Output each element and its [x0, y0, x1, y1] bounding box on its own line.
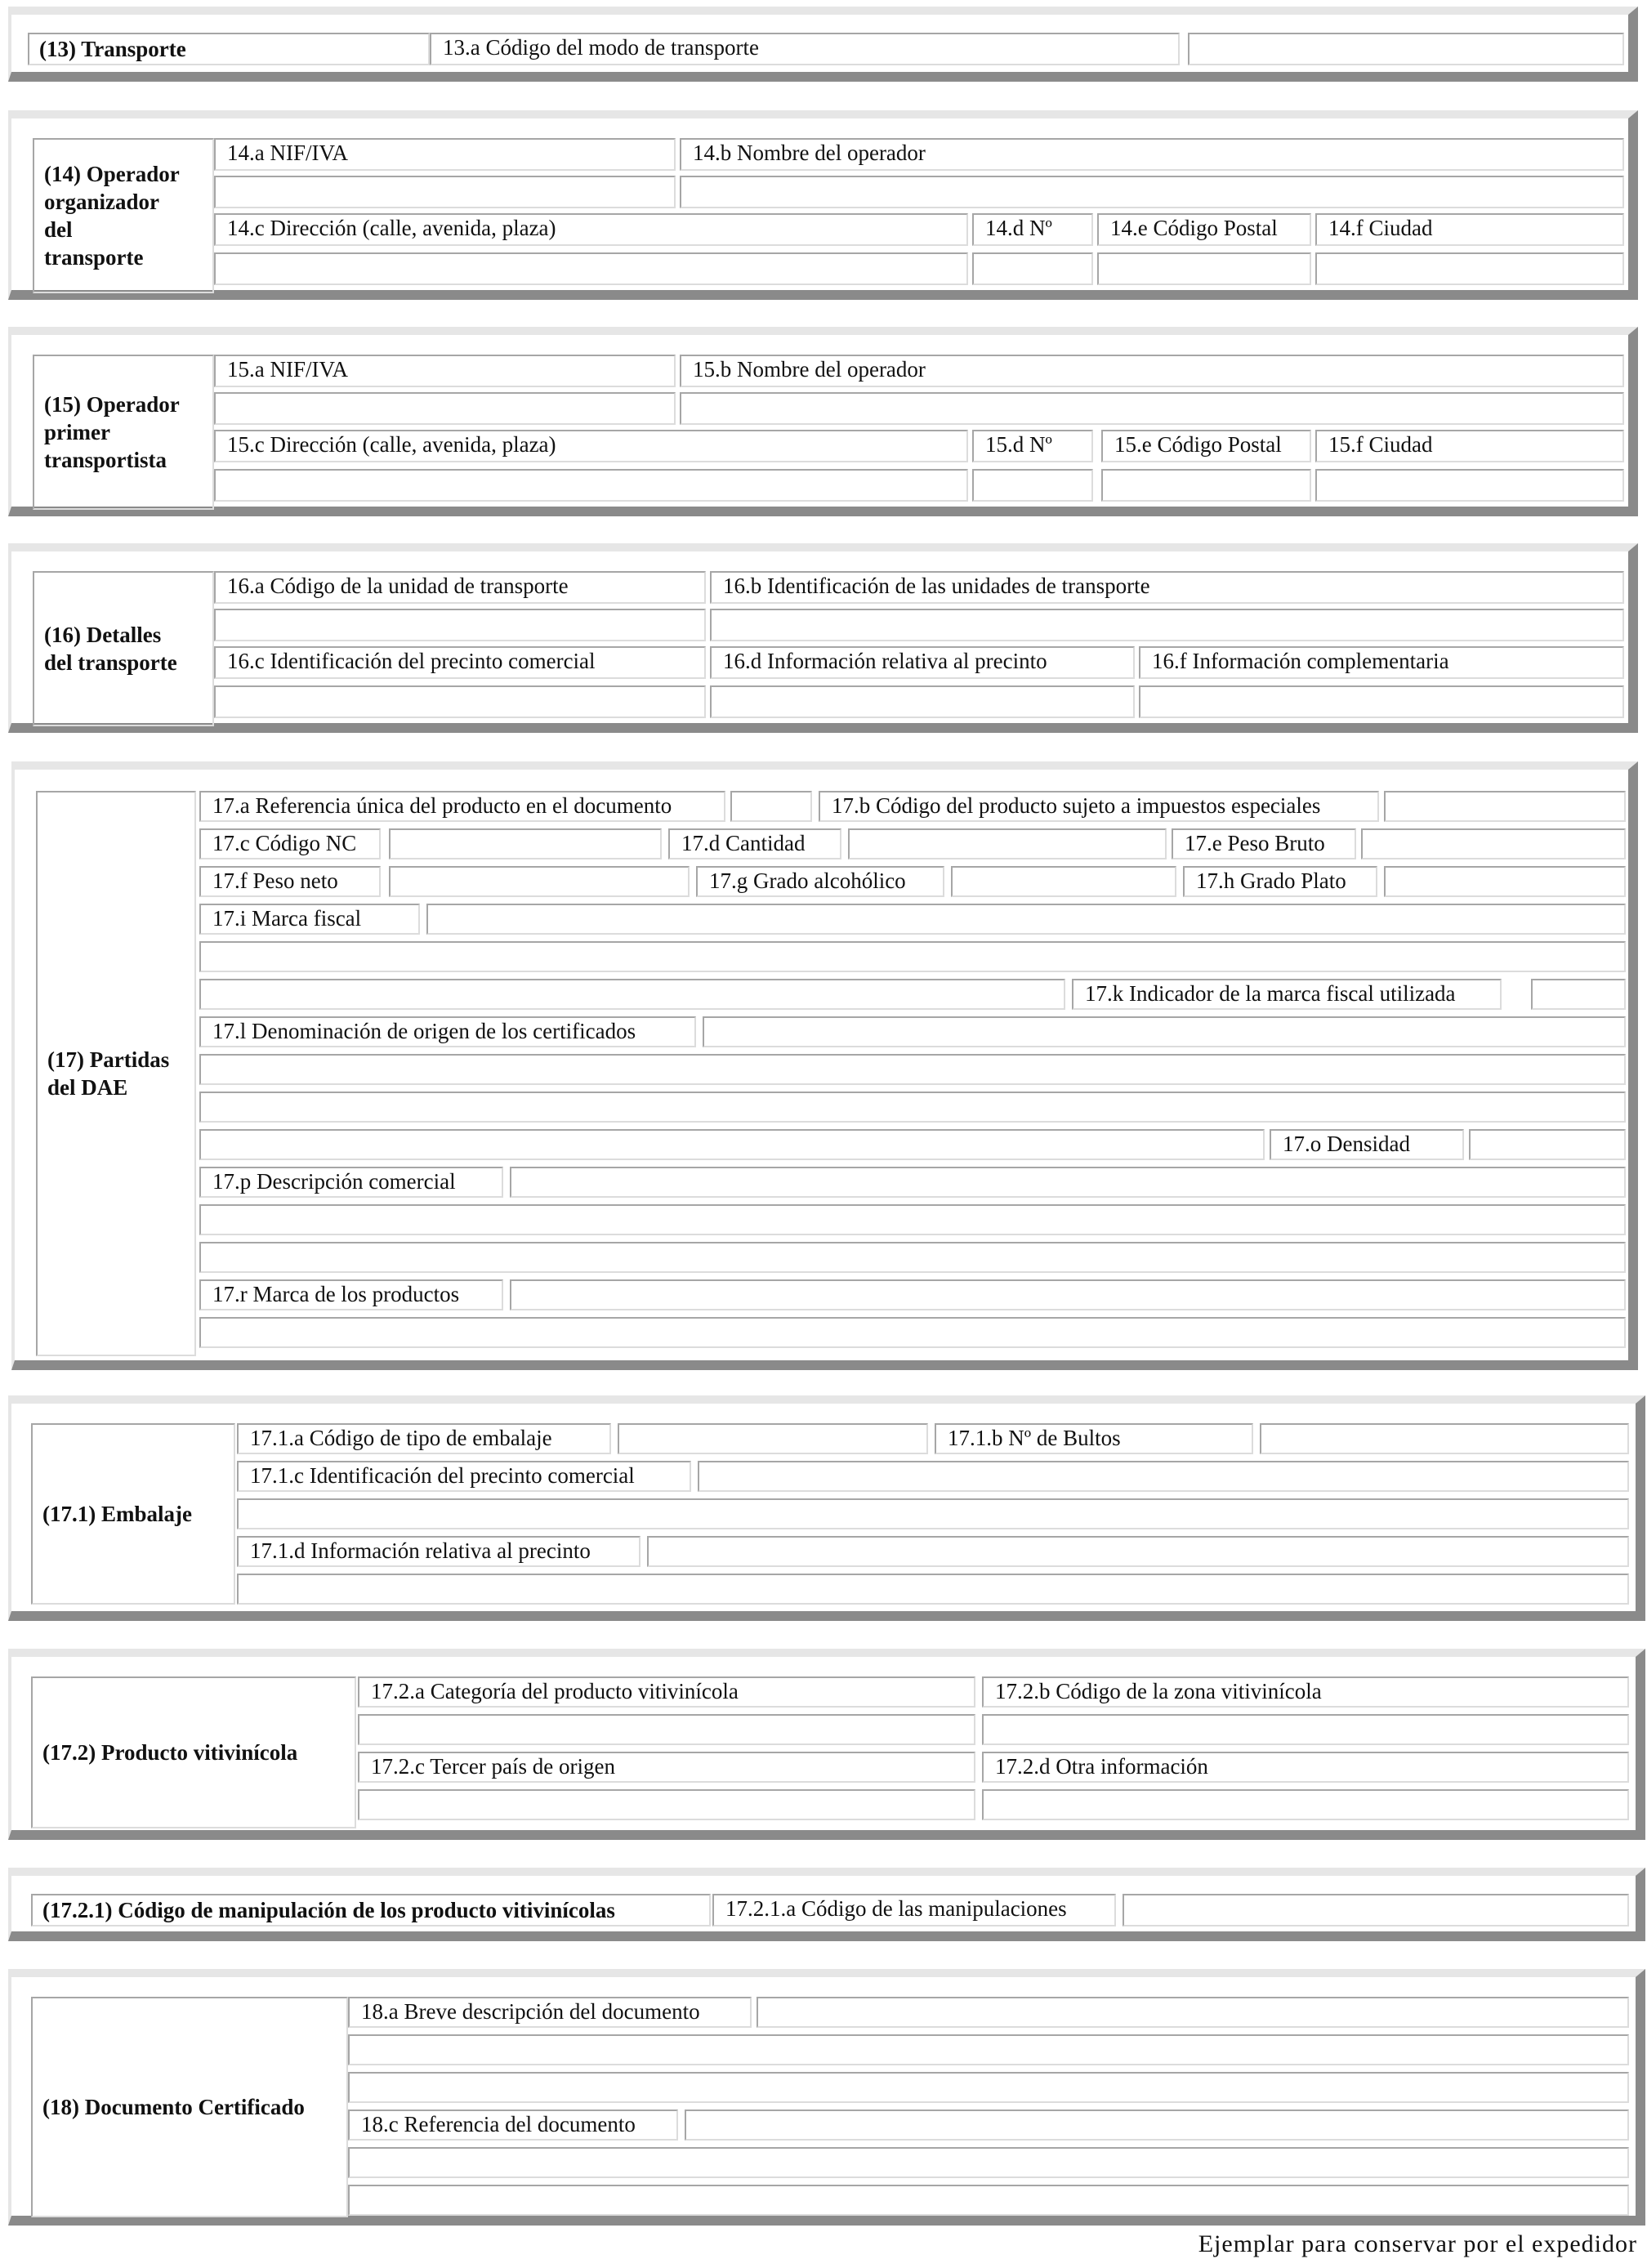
input-14a[interactable]	[214, 176, 676, 208]
input-16f[interactable]	[1139, 685, 1624, 718]
section-15-operador-primer	[8, 327, 1638, 516]
label-16f: 16.f Información complementaria	[1139, 646, 1624, 679]
label-17-2-1a: 17.2.1.a Código de las manipulaciones	[712, 1894, 1116, 1926]
section-title: (17) Partidas del DAE	[36, 791, 196, 1356]
input-17j[interactable]	[199, 941, 1626, 972]
input-17f[interactable]	[389, 866, 690, 897]
label-17-2b: 17.2.b Código de la zona vitivinícola	[982, 1676, 1629, 1708]
label-14b: 14.b Nombre del operador	[680, 138, 1624, 171]
input-14f[interactable]	[1315, 252, 1624, 285]
input-17a[interactable]	[730, 791, 812, 822]
label-13a: 13.a Código del modo de transporte	[430, 33, 1180, 65]
section-title: (13) Transporte	[28, 33, 430, 65]
label-17b: 17.b Código del producto sujeto a impuestos especiales	[819, 791, 1379, 822]
label-17-1b: 17.1.b Nº de Bultos	[935, 1423, 1253, 1454]
label-17-1d: 17.1.d Información relativa al precinto	[237, 1536, 640, 1567]
label-15d: 15.d Nº	[972, 430, 1093, 462]
label-17d: 17.d Cantidad	[668, 828, 841, 859]
input-18c[interactable]	[685, 2110, 1629, 2141]
section-17-2-producto	[8, 1649, 1645, 1840]
input-17-1c[interactable]	[698, 1461, 1629, 1492]
input-17e[interactable]	[1361, 828, 1626, 859]
input-16b[interactable]	[710, 609, 1624, 641]
input-17h[interactable]	[1384, 866, 1626, 897]
label-18c: 18.c Referencia del documento	[348, 2110, 678, 2141]
label-17l: 17.l Denominación de origen de los certificados	[199, 1016, 696, 1047]
label-16b: 16.b Identificación de las unidades de transporte	[710, 571, 1624, 604]
input-15f[interactable]	[1315, 469, 1624, 502]
label-17-1a: 17.1.a Código de tipo de embalaje	[237, 1423, 611, 1454]
section-title: (14) Operador organizador del transporte	[33, 138, 214, 293]
input-18a-2[interactable]	[348, 2034, 1629, 2065]
input-18c-3[interactable]	[348, 2185, 1629, 2216]
label-17-2c: 17.2.c Tercer país de origen	[358, 1752, 975, 1783]
input-17-2-1a[interactable]	[1123, 1894, 1629, 1926]
label-17f: 17.f Peso neto	[199, 866, 381, 897]
section-title: (17.1) Embalaje	[31, 1423, 235, 1605]
input-16d[interactable]	[710, 685, 1135, 718]
section-17-2-1-manipulacion	[8, 1868, 1645, 1941]
input-17-2b[interactable]	[982, 1714, 1629, 1745]
input-16c[interactable]	[214, 685, 706, 718]
input-17p-2[interactable]	[199, 1204, 1626, 1235]
input-17-1a[interactable]	[618, 1423, 928, 1454]
label-18a: 18.a Breve descripción del documento	[348, 1997, 752, 2028]
section-13-transporte	[8, 7, 1638, 82]
input-18c-2[interactable]	[348, 2147, 1629, 2178]
label-17-1c: 17.1.c Identificación del precinto comercial	[237, 1461, 691, 1492]
section-16-detalles-transporte	[8, 543, 1638, 733]
input-17-1b[interactable]	[1260, 1423, 1629, 1454]
label-17h: 17.h Grado Plato	[1183, 866, 1377, 897]
input-17-1c-2[interactable]	[237, 1498, 1629, 1529]
label-17g: 17.g Grado alcohólico	[696, 866, 944, 897]
label-17k: 17.k Indicador de la marca fiscal utilizada	[1072, 979, 1502, 1010]
section-title: (17.2.1) Código de manipulación de los producto vitivinícolas	[31, 1894, 711, 1926]
input-15a[interactable]	[214, 392, 676, 425]
input-13a[interactable]	[1188, 33, 1624, 65]
input-17-2a[interactable]	[358, 1714, 975, 1745]
input-17o[interactable]	[1469, 1129, 1626, 1160]
footer-note: Ejemplar para conservar por el expedidor	[1198, 2230, 1637, 2257]
input-18b[interactable]	[348, 2072, 1629, 2103]
label-15f: 15.f Ciudad	[1315, 430, 1624, 462]
input-17o-left[interactable]	[199, 1129, 1265, 1160]
input-17r[interactable]	[510, 1279, 1626, 1310]
label-15a: 15.a NIF/IVA	[214, 355, 676, 387]
input-14b[interactable]	[680, 176, 1624, 208]
input-17p[interactable]	[510, 1167, 1626, 1198]
label-17c: 17.c Código NC	[199, 828, 381, 859]
label-14d: 14.d Nº	[972, 213, 1093, 246]
input-17-2d[interactable]	[982, 1789, 1629, 1820]
label-17r: 17.r Marca de los productos	[199, 1279, 503, 1310]
input-17-1d-2[interactable]	[237, 1574, 1629, 1605]
section-title: (17.2) Producto vitivinícola	[31, 1676, 356, 1828]
input-17k-left[interactable]	[199, 979, 1065, 1010]
section-17-partidas	[11, 761, 1638, 1370]
input-17-1d[interactable]	[647, 1536, 1629, 1567]
label-14e: 14.e Código Postal	[1097, 213, 1311, 246]
label-15b: 15.b Nombre del operador	[680, 355, 1624, 387]
section-title: (18) Documento Certificado	[31, 1997, 348, 2217]
label-16d: 16.d Información relativa al precinto	[710, 646, 1135, 679]
input-14e[interactable]	[1097, 252, 1311, 285]
label-16a: 16.a Código de la unidad de transporte	[214, 571, 706, 604]
input-16a[interactable]	[214, 609, 706, 641]
input-15d[interactable]	[972, 469, 1093, 502]
input-17q[interactable]	[199, 1242, 1626, 1273]
input-17i[interactable]	[426, 904, 1626, 935]
input-17b[interactable]	[1384, 791, 1626, 822]
input-17m[interactable]	[199, 1054, 1626, 1085]
input-17k[interactable]	[1531, 979, 1626, 1010]
section-14-operador-organizador	[8, 110, 1638, 300]
label-14a: 14.a NIF/IVA	[214, 138, 676, 171]
input-15e[interactable]	[1101, 469, 1311, 502]
input-18a[interactable]	[757, 1997, 1629, 2028]
label-17-2a: 17.2.a Categoría del producto vitivinícola	[358, 1676, 975, 1708]
label-16c: 16.c Identificación del precinto comercial	[214, 646, 706, 679]
section-17-1-embalaje	[8, 1395, 1645, 1621]
input-15c[interactable]	[214, 469, 968, 502]
input-17l[interactable]	[703, 1016, 1626, 1047]
section-18-documento-certificado	[8, 1969, 1645, 2226]
section-title: (16) Detalles del transporte	[33, 571, 214, 726]
label-17-2d: 17.2.d Otra información	[982, 1752, 1629, 1783]
input-14c[interactable]	[214, 252, 968, 285]
input-17r-2[interactable]	[199, 1317, 1626, 1348]
label-17p: 17.p Descripción comercial	[199, 1167, 503, 1198]
label-17e: 17.e Peso Bruto	[1172, 828, 1356, 859]
label-14c: 14.c Dirección (calle, avenida, plaza)	[214, 213, 968, 246]
input-17-2c[interactable]	[358, 1789, 975, 1820]
input-17g[interactable]	[951, 866, 1176, 897]
label-15c: 15.c Dirección (calle, avenida, plaza)	[214, 430, 968, 462]
input-14d[interactable]	[972, 252, 1093, 285]
input-17n[interactable]	[199, 1092, 1626, 1123]
label-15e: 15.e Código Postal	[1101, 430, 1311, 462]
label-17a: 17.a Referencia única del producto en el documento	[199, 791, 725, 822]
label-14f: 14.f Ciudad	[1315, 213, 1624, 246]
input-17d[interactable]	[848, 828, 1167, 859]
input-15b[interactable]	[680, 392, 1624, 425]
label-17o: 17.o Densidad	[1270, 1129, 1464, 1160]
section-title: (15) Operador primer transportista	[33, 355, 214, 510]
input-17c[interactable]	[389, 828, 662, 859]
label-17i: 17.i Marca fiscal	[199, 904, 420, 935]
